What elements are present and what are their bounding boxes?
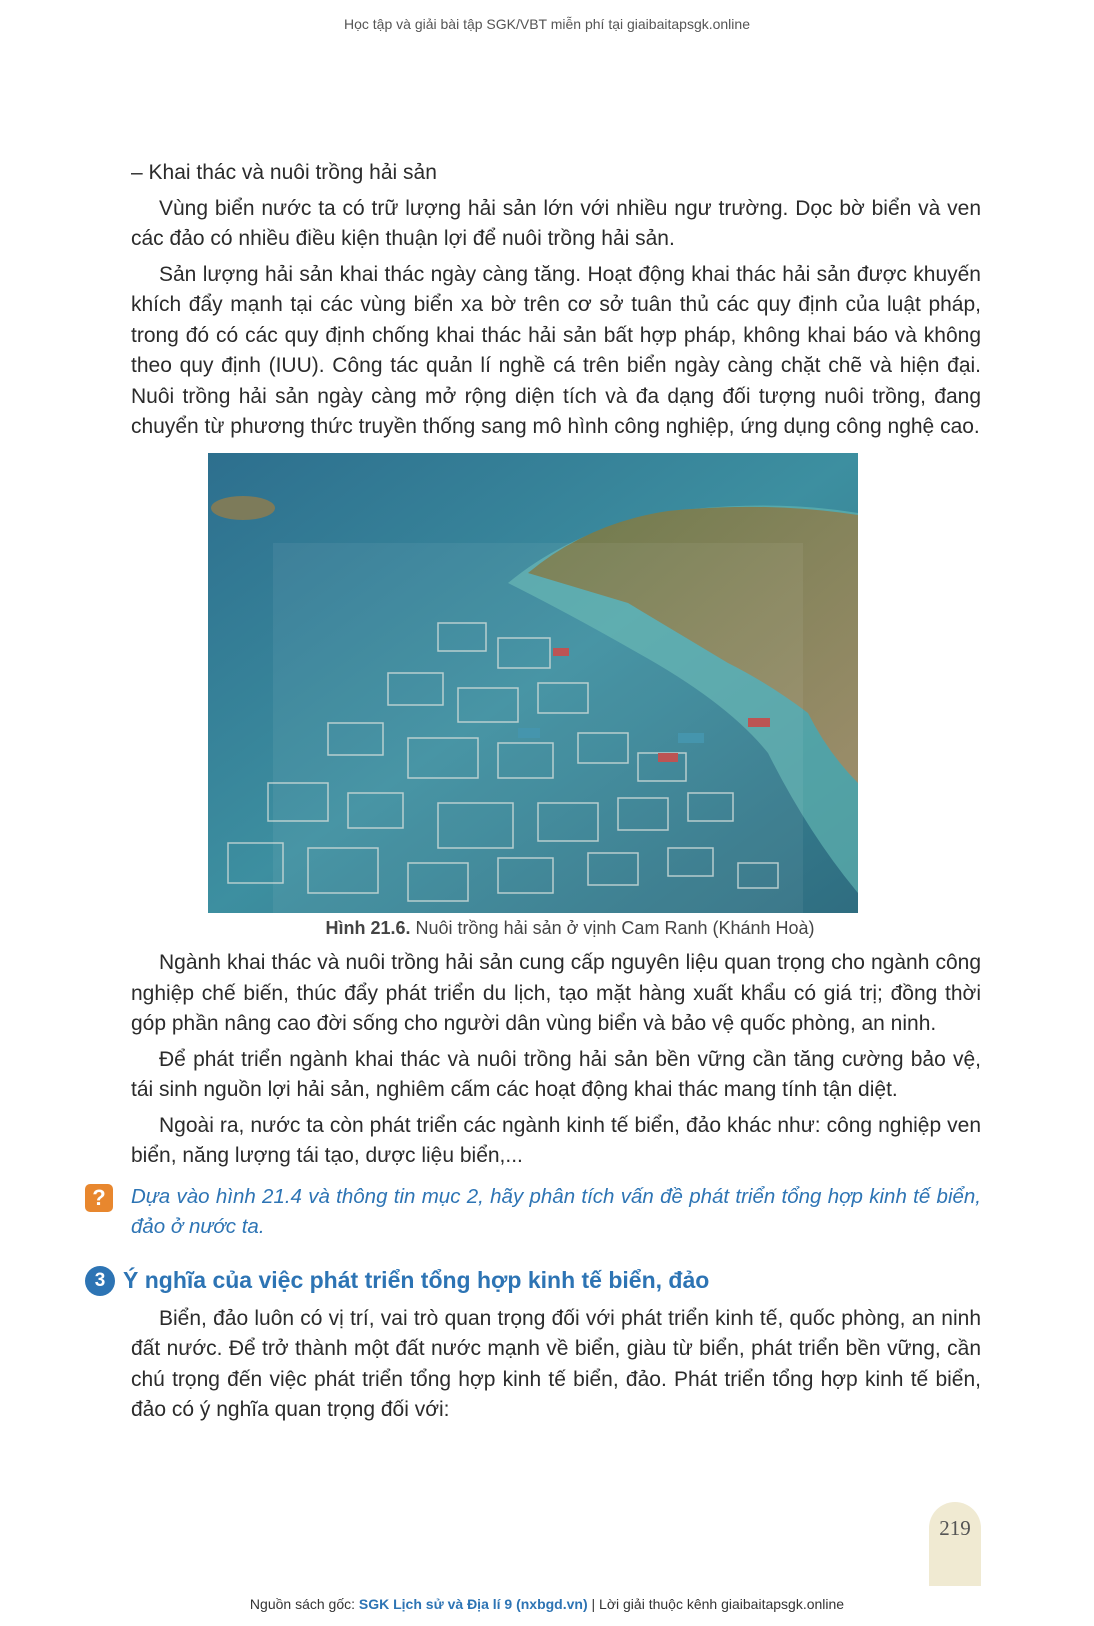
page-number-tab <box>929 1502 981 1586</box>
subheading: – Khai thác và nuôi trồng hải sản <box>131 161 437 184</box>
figure-caption-text: Nuôi trồng hải sản ở vịnh Cam Ranh (Khánh Hoà) <box>415 917 815 938</box>
paragraph-4: Để phát triển ngành khai thác và nuôi trồng hải sản bền vững cần tăng cường bảo vệ, tái sinh nguồn lợi hải sản, nghiêm cấm các hoạt động khai thác mang tính tận diệt. <box>131 1047 981 1101</box>
figure-aquaculture-photo <box>208 453 858 913</box>
aerial-photo <box>208 453 858 913</box>
main-content <box>92 158 981 1431</box>
section-heading <box>94 1264 981 1296</box>
footer-prefix: Nguồn sách gốc: <box>249 1596 359 1612</box>
paragraph-6: Biển, đảo luôn có vị trí, vai trò quan trọng đối với phát triển kinh tế, quốc phòng, an ninh đất nước. Để trở thành một đất nước mạnh về biển, giàu từ biển, phát triển bền vững, cần chú trọng đến việc phát triển tổng hợp kinh tế biển, đảo. Phát triển tổng hợp kinh tế biển, đảo có ý nghĩa quan trọng đối với: <box>131 1306 981 1421</box>
paragraph-2: Sản lượng hải sản khai thác ngày càng tăng. Hoạt động khai thác hải sản được khuyến khích đẩy mạnh tại các vùng biển xa bờ trên cơ sở tuân thủ các quy định của luật pháp, trong đó có các quy định chống khai thác hải sản bất hợp pháp, không khai báo và không theo quy định (IUU). Công tác quản lí nghề cá trên biển ngày càng chặt chẽ và hiện đại. Nuôi trồng hải sản ngày càng mở rộng diện tích và đa dạng đối tượng nuôi trồng, đang chuyển từ phương thức truyền thống sang mô hình công nghiệp, ứng dụng công nghệ cao. <box>131 262 981 438</box>
footer-suffix: | Lời giải thuộc kênh giaibaitapsgk.online <box>587 1596 845 1612</box>
section-title: Ý nghĩa của việc phát triển tổng hợp kinh tế biển, đảo <box>123 1266 710 1293</box>
figure-label: Hình 21.6. <box>325 917 411 938</box>
page-number: 219 <box>939 1516 971 1540</box>
paragraph-1: Vùng biển nước ta có trữ lượng hải sản lớn với nhiều ngư trường. Dọc bờ biển và ven các đảo có nhiều điều kiện thuận lợi để nuôi trồng hải sản. <box>131 196 981 250</box>
question-icon: ? <box>85 1184 113 1212</box>
question-box <box>92 1182 981 1242</box>
page-header: Học tập và giải bài tập SGK/VBT miễn phí tại giaibaitapsgk.online <box>344 16 750 32</box>
paragraph-3: Ngành khai thác và nuôi trồng hải sản cung cấp nguyên liệu quan trọng cho ngành công nghiệp chế biến, thúc đẩy phát triển du lịch, tạo mặt hàng xuất khẩu có giá trị; đồng thời góp phần nâng cao đời sống cho người dân vùng biển và bảo vệ quốc phòng, an ninh. <box>131 951 981 1035</box>
page-footer <box>0 1596 1094 1612</box>
question-text: Dựa vào hình 21.4 và thông tin mục 2, hãy phân tích vấn đề phát triển tổng hợp kinh tế biển, đảo ở nước ta. <box>131 1184 981 1238</box>
figure-caption <box>131 913 981 944</box>
paragraph-5: Ngoài ra, nước ta còn phát triển các ngành kinh tế biển, đảo khác như: công nghiệp ven biển, năng lượng tái tạo, dược liệu biển,... <box>131 1113 981 1167</box>
footer-source-link[interactable]: SGK Lịch sử và Địa lí 9 (nxbgd.vn) <box>358 1596 588 1612</box>
section-number-icon: 3 <box>85 1266 115 1296</box>
